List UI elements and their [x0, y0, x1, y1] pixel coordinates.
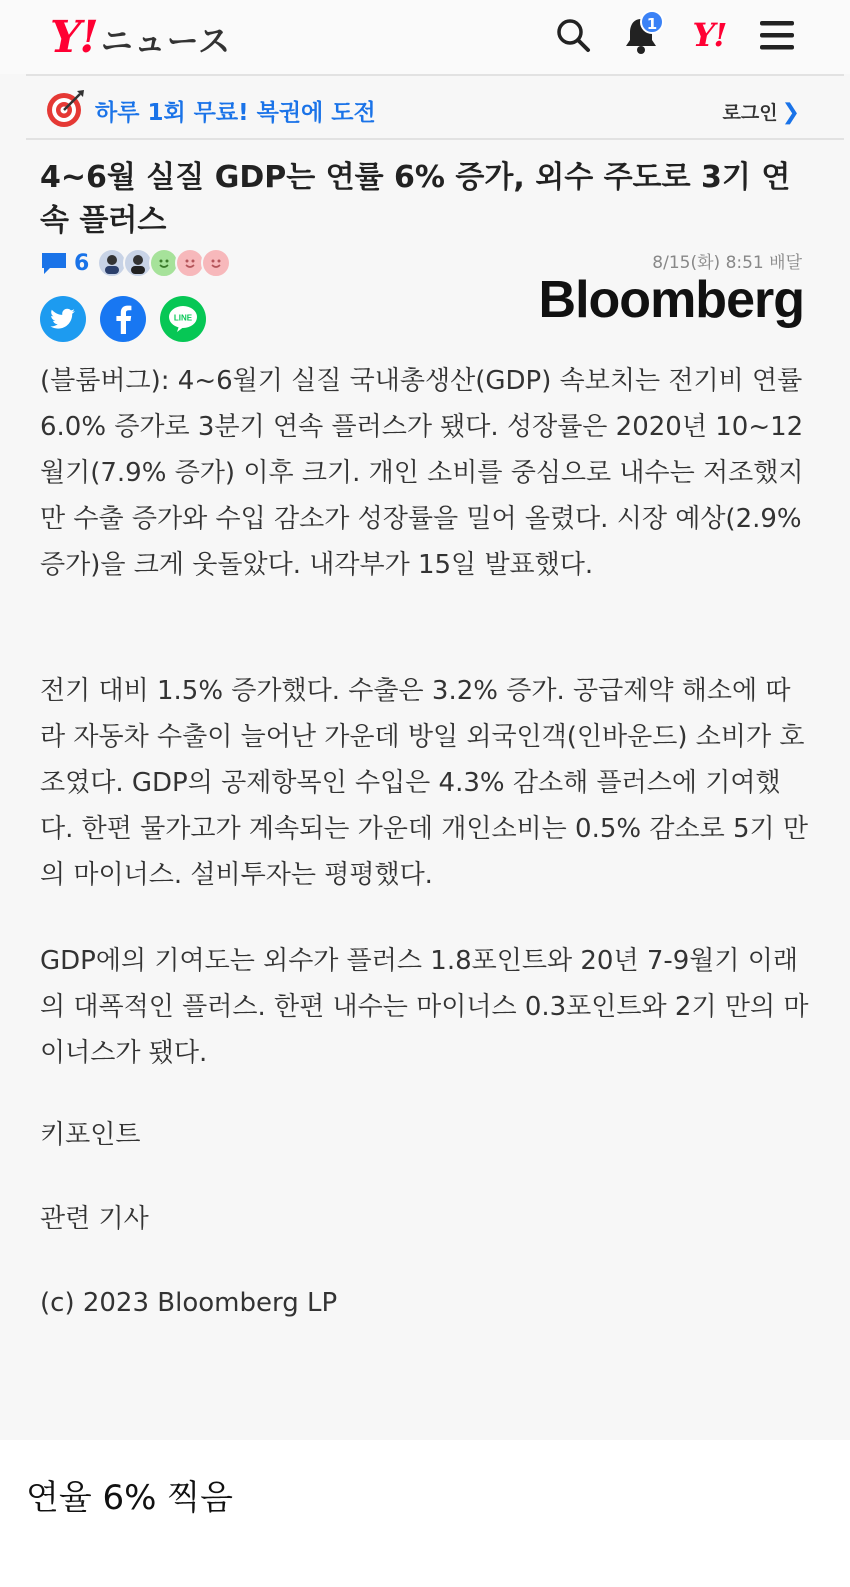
promo-text[interactable]: 하루 1회 무료! 복권에 도전 [95, 100, 376, 126]
yahoo-news-logo[interactable] [50, 12, 231, 63]
comment-icon[interactable] [40, 250, 68, 276]
facebook-icon[interactable] [100, 296, 146, 342]
key-points-link[interactable]: 키포인트 [40, 1120, 141, 1150]
app-header [0, 0, 850, 74]
header-divider [26, 74, 844, 76]
article-paragraph: 전기 대비 1.5% 증가했다. 수출은 3.2% 증가. 공급제약 해소에 따라 자동차 수출이 늘어난 가운데 방일 외국인객(인바운드) 소비가 호조였다. GDP의 공제항목인 수입은 4.3% 감소해 플러스에 기여했다. 한편 물가고가 계속되는 가운데 개인소비는 0.5% 감소로 5기 만의 마이너스. 설비투자는 평평했다. [40, 676, 809, 890]
search-icon[interactable] [552, 14, 594, 56]
article-title: 4~6월 실질 GDP는 연률 6% 증가, 외수 주도로 3기 연속 플러스 [40, 160, 791, 238]
related-articles-link[interactable]: 관련 기사 [40, 1204, 149, 1234]
logo-news-text: ニュース [100, 22, 232, 60]
smile-face-icon [201, 248, 231, 278]
bell-icon[interactable] [620, 14, 662, 56]
menu-icon[interactable] [756, 14, 798, 56]
copyright-text: (c) 2023 Bloomberg LP [40, 1288, 338, 1318]
promo-divider [26, 138, 844, 140]
target-icon [44, 88, 86, 130]
yahoo-icon[interactable] [688, 14, 730, 56]
header-icons [552, 14, 798, 56]
notification-badge: 1 [640, 10, 664, 34]
article-meta [40, 248, 227, 278]
lottery-promo-bar[interactable] [0, 78, 850, 138]
yahoo-small-logo: Y! [692, 16, 726, 54]
source-logo[interactable]: Bloomberg [538, 271, 804, 329]
login-link[interactable] [723, 98, 801, 125]
post-caption: 연율 6% 찍음 [26, 1478, 233, 1518]
twitter-icon[interactable] [40, 296, 86, 342]
logo-y: Y! [50, 12, 97, 63]
publish-date: 8/15(화) 8:51 배달 [652, 253, 802, 273]
reaction-avatars[interactable] [97, 248, 227, 278]
article-paragraph: (블룸버그): 4~6월기 실질 국내총생산(GDP) 속보치는 전기비 연률 6.0% 증가로 3분기 연속 플러스가 됐다. 성장률은 2020년 10~12월기(7.9% 증가) 이후 크기. 개인 소비를 중심으로 내수는 저조했지만 수출 증가와 수입 감소가 성장률을 밀어 올렸다. 시장 예상(2.9% 증가)을 크게 웃돌았다. 내각부가 15일 발표했다. [40, 366, 804, 580]
comment-count[interactable]: 6 [74, 250, 90, 276]
svg-text:LINE: LINE [173, 313, 193, 323]
share-buttons [40, 296, 206, 342]
article-paragraph: GDP에의 기여도는 외수가 플러스 1.8포인트와 20년 7-9월기 이래의 대폭적인 플러스. 한편 내수는 마이너스 0.3포인트와 2기 만의 마이너스가 됐다. [40, 946, 809, 1068]
chevron-right-icon: ❯ [781, 100, 800, 125]
login-label: 로그인 [722, 102, 778, 124]
line-icon[interactable] [160, 296, 206, 342]
